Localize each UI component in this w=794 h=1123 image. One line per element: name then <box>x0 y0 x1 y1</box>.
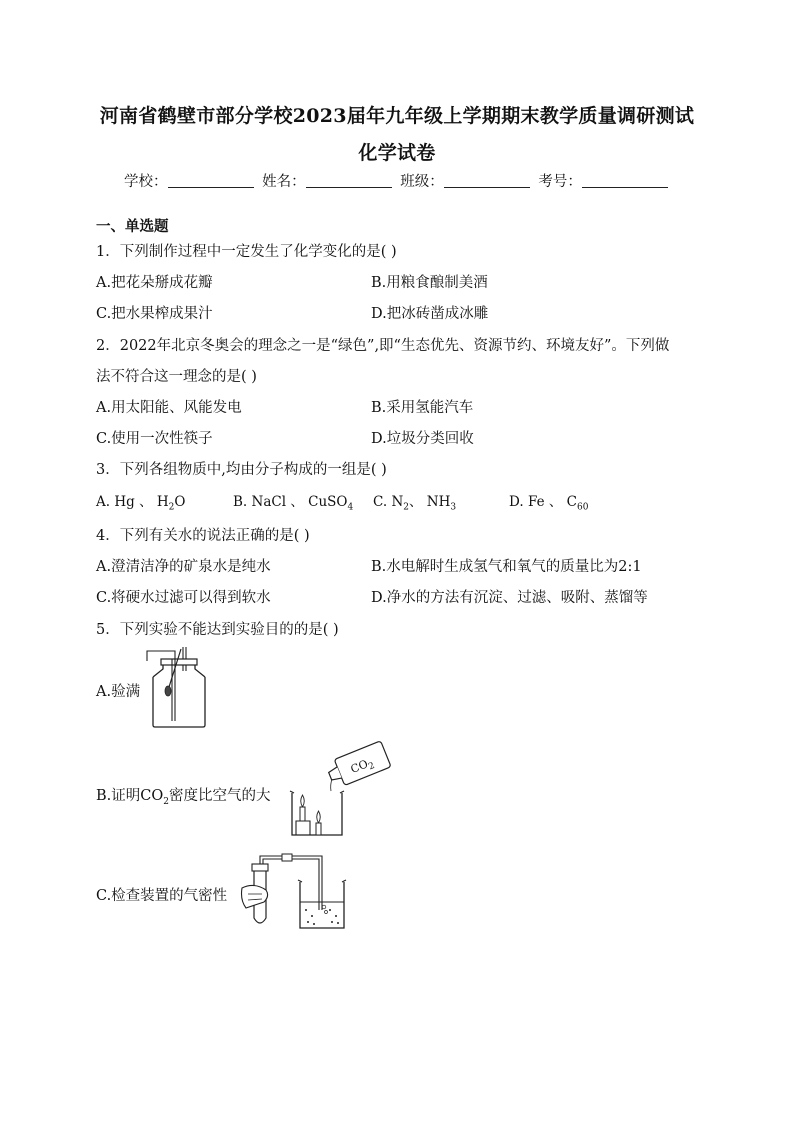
exam-number-label: 考号： <box>538 174 582 190</box>
q3-option-d[interactable]: D. Fe 、 $C_{60}$ <box>509 494 589 513</box>
q2-option-c[interactable]: C.使用一次性筷子 <box>96 431 213 447</box>
q3-option-a[interactable]: A. Hg 、 $H_2O$ <box>96 494 186 513</box>
class-label: 班级： <box>400 174 444 190</box>
school-label: 学校： <box>124 174 168 190</box>
q1-option-d[interactable]: D.把冰砖凿成冰雕 <box>371 306 489 322</box>
q5-option-b[interactable]: B.证明$CO_2$密度比空气的大 <box>96 788 271 807</box>
exam-title-line1: 河南省鹤壁市部分学校2023届年九年级上学期期末教学质量调研测试 <box>99 105 695 127</box>
q5-option-a[interactable]: A.验满 <box>96 684 141 700</box>
question-2-stem-line1: 2．2022年北京冬奥会的理念之一是“绿色”,即“生态优先、资源节约、环境友好”。下列做 <box>96 338 670 354</box>
school-blank[interactable] <box>168 173 254 188</box>
q4-option-b[interactable]: B.水电解时生成氢气和氧气的质量比为2:1 <box>371 559 642 575</box>
question-2-stem-line2: 法不符合这一理念的是( ) <box>96 369 257 385</box>
q2-option-b[interactable]: B.采用氢能汽车 <box>371 400 474 416</box>
exam-title-line2: 化学试卷 <box>358 142 436 164</box>
q5-option-c[interactable]: C.检查装置的气密性 <box>96 888 228 904</box>
co2-bottle-label: $CO_2$ <box>348 757 377 776</box>
class-blank[interactable] <box>444 173 530 188</box>
co2-beaker-candles-diagram <box>288 745 398 840</box>
section-heading: 一、单选题 <box>96 218 169 235</box>
name-blank[interactable] <box>306 173 392 188</box>
q1-option-a[interactable]: A.把花朵掰成花瓣 <box>96 275 213 291</box>
gas-collection-bottle-diagram <box>145 647 215 729</box>
q4-option-d[interactable]: D.净水的方法有沉淀、过滤、吸附、蒸馏等 <box>371 590 648 606</box>
exam-number-blank[interactable] <box>582 173 668 188</box>
q2-option-a[interactable]: A.用太阳能、风能发电 <box>96 400 242 416</box>
q2-option-d[interactable]: D.垃圾分类回收 <box>371 431 474 447</box>
student-info-row <box>124 170 672 191</box>
question-5-stem: 5．下列实验不能达到实验目的的是( ) <box>96 622 339 638</box>
question-4-stem: 4．下列有关水的说法正确的是( ) <box>96 528 310 544</box>
q1-option-c[interactable]: C.把水果榨成果汁 <box>96 306 213 322</box>
q3-option-c[interactable]: C. $N_2$、 $NH_3$ <box>373 494 457 513</box>
name-label: 姓名： <box>262 174 306 190</box>
airtightness-check-diagram <box>240 852 350 932</box>
q1-option-b[interactable]: B.用粮食酿制美酒 <box>371 275 488 291</box>
question-1-stem: 1．下列制作过程中一定发生了化学变化的是( ) <box>96 244 397 260</box>
question-3-stem: 3．下列各组物质中,均由分子构成的一组是( ) <box>96 462 387 478</box>
q4-option-c[interactable]: C.将硬水过滤可以得到软水 <box>96 590 271 606</box>
q3-option-b[interactable]: B. NaCl 、 CuSO$_4$ <box>233 494 354 513</box>
q4-option-a[interactable]: A.澄清洁净的矿泉水是纯水 <box>96 559 271 575</box>
